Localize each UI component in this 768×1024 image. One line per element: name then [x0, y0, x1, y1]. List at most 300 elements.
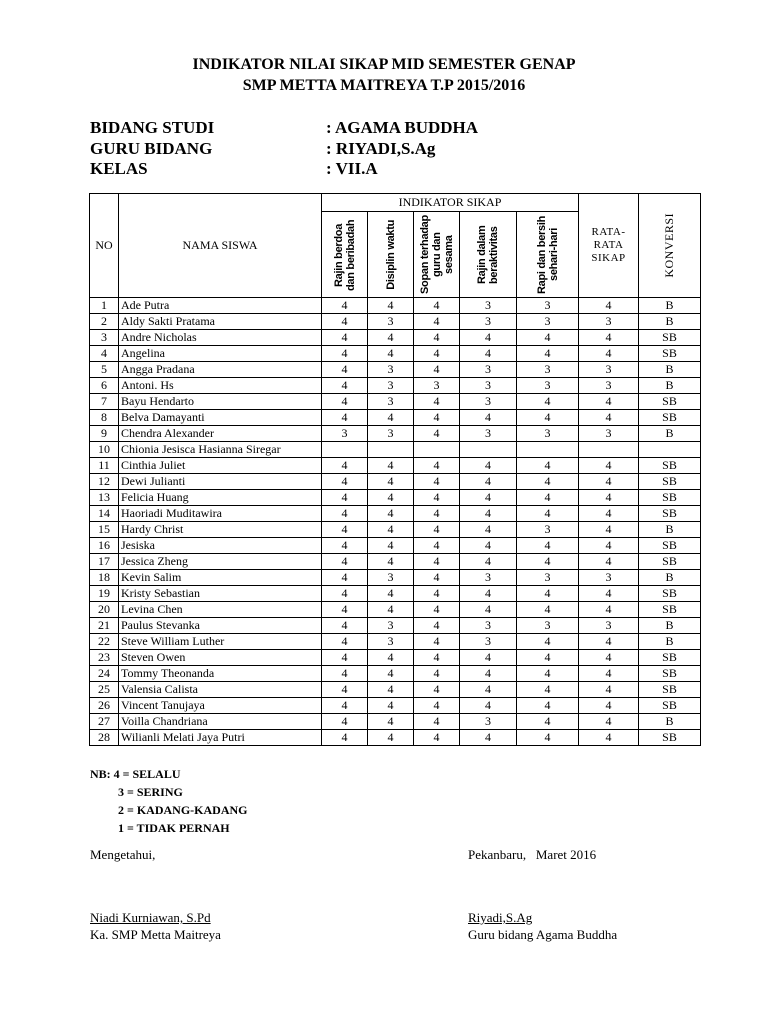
table-row	[90, 714, 701, 730]
score-konversi: SB	[639, 602, 701, 618]
score-rajin-berdoa: 4	[322, 714, 368, 730]
row-no: 21	[90, 618, 119, 634]
score-rapi-bersih: 4	[517, 410, 579, 426]
score-rapi-bersih: 4	[517, 506, 579, 522]
score-rapi-bersih: 4	[517, 650, 579, 666]
table-row	[90, 378, 701, 394]
student-name: Kevin Salim	[119, 570, 322, 586]
student-name: Kristy Sebastian	[119, 586, 322, 602]
score-rajin-berdoa: 4	[322, 458, 368, 474]
table-row	[90, 442, 701, 458]
score-rata-rata: 4	[579, 298, 639, 314]
score-konversi: SB	[639, 410, 701, 426]
score-disiplin-waktu: 4	[368, 410, 414, 426]
score-rata-rata: 4	[579, 474, 639, 490]
student-name: Angga Pradana	[119, 362, 322, 378]
score-sopan	[414, 442, 460, 458]
score-rajin-beraktivitas: 4	[460, 554, 517, 570]
score-rajin-beraktivitas: 3	[460, 394, 517, 410]
score-rajin-berdoa: 4	[322, 634, 368, 650]
score-konversi: B	[639, 570, 701, 586]
student-name: Bayu Hendarto	[119, 394, 322, 410]
score-rata-rata: 4	[579, 522, 639, 538]
score-konversi: SB	[639, 650, 701, 666]
row-no: 2	[90, 314, 119, 330]
score-rata-rata: 4	[579, 730, 639, 746]
score-sopan: 4	[414, 570, 460, 586]
score-rajin-beraktivitas: 4	[460, 490, 517, 506]
table-row	[90, 554, 701, 570]
score-rajin-beraktivitas: 4	[460, 602, 517, 618]
score-rajin-beraktivitas: 3	[460, 634, 517, 650]
score-sopan: 4	[414, 730, 460, 746]
score-rata-rata: 3	[579, 426, 639, 442]
score-disiplin-waktu: 4	[368, 650, 414, 666]
score-rajin-beraktivitas: 4	[460, 698, 517, 714]
score-konversi: SB	[639, 586, 701, 602]
score-disiplin-waktu: 4	[368, 698, 414, 714]
student-name: Haoriadi Muditawira	[119, 506, 322, 522]
score-rapi-bersih: 3	[517, 298, 579, 314]
table-row	[90, 666, 701, 682]
score-rapi-bersih: 4	[517, 346, 579, 362]
score-rata-rata: 4	[579, 698, 639, 714]
student-name: Voilla Chandriana	[119, 714, 322, 730]
student-name: Chionia Jesisca Hasianna Siregar	[119, 442, 322, 458]
score-rata-rata: 4	[579, 650, 639, 666]
student-name: Wilianli Melati Jaya Putri	[119, 730, 322, 746]
score-disiplin-waktu: 4	[368, 474, 414, 490]
score-sopan: 4	[414, 490, 460, 506]
table-row	[90, 618, 701, 634]
row-no: 7	[90, 394, 119, 410]
score-rata-rata: 4	[579, 506, 639, 522]
table-row	[90, 506, 701, 522]
table-row	[90, 394, 701, 410]
header-nama-siswa: NAMA SISWA	[119, 194, 322, 298]
score-rata-rata: 4	[579, 554, 639, 570]
student-name: Jesiska	[119, 538, 322, 554]
score-rapi-bersih: 4	[517, 602, 579, 618]
row-no: 6	[90, 378, 119, 394]
score-rajin-berdoa: 4	[322, 346, 368, 362]
score-rajin-beraktivitas: 3	[460, 714, 517, 730]
score-sopan: 4	[414, 714, 460, 730]
score-sopan: 4	[414, 602, 460, 618]
row-no: 12	[90, 474, 119, 490]
kelas-value: : VII.A	[326, 159, 378, 178]
document-title-line2: SMP METTA MAITREYA T.P 2015/2016	[242, 77, 526, 94]
score-konversi: SB	[639, 698, 701, 714]
student-name: Cinthia Juliet	[119, 458, 322, 474]
score-rajin-berdoa: 4	[322, 394, 368, 410]
student-name: Levina Chen	[119, 602, 322, 618]
score-sopan: 4	[414, 634, 460, 650]
score-rapi-bersih	[517, 442, 579, 458]
score-rapi-bersih: 4	[517, 682, 579, 698]
table-row	[90, 298, 701, 314]
score-rata-rata: 3	[579, 362, 639, 378]
student-name: Hardy Christ	[119, 522, 322, 538]
row-no: 16	[90, 538, 119, 554]
score-disiplin-waktu: 4	[368, 298, 414, 314]
score-sopan: 4	[414, 506, 460, 522]
row-no: 17	[90, 554, 119, 570]
table-row	[90, 570, 701, 586]
score-disiplin-waktu: 4	[368, 458, 414, 474]
student-name: Valensia Calista	[119, 682, 322, 698]
score-konversi: B	[639, 426, 701, 442]
score-rata-rata: 4	[579, 490, 639, 506]
row-no: 26	[90, 698, 119, 714]
score-sopan: 4	[414, 458, 460, 474]
place-date: Pekanbaru, Maret 2016	[468, 847, 597, 862]
score-sopan: 4	[414, 554, 460, 570]
score-rapi-bersih: 4	[517, 474, 579, 490]
header-indicator-4	[460, 212, 517, 298]
score-rapi-bersih: 4	[517, 490, 579, 506]
student-name: Angelina	[119, 346, 322, 362]
score-sopan: 4	[414, 410, 460, 426]
score-konversi: B	[639, 314, 701, 330]
table-row	[90, 602, 701, 618]
row-no: 14	[90, 506, 119, 522]
score-rajin-berdoa: 3	[322, 426, 368, 442]
score-rajin-berdoa: 4	[322, 506, 368, 522]
score-rajin-beraktivitas: 3	[460, 362, 517, 378]
score-rajin-berdoa: 4	[322, 730, 368, 746]
score-konversi: B	[639, 378, 701, 394]
document-title-line1: INDIKATOR NILAI SIKAP MID SEMESTER GENAP	[192, 56, 576, 73]
student-name: Belva Damayanti	[119, 410, 322, 426]
score-rajin-beraktivitas: 4	[460, 730, 517, 746]
score-rata-rata: 4	[579, 714, 639, 730]
score-rajin-berdoa: 4	[322, 618, 368, 634]
header-indicator-2	[368, 212, 414, 298]
score-rajin-berdoa: 4	[322, 602, 368, 618]
score-rata-rata: 4	[579, 346, 639, 362]
score-rapi-bersih: 4	[517, 730, 579, 746]
score-rata-rata: 3	[579, 314, 639, 330]
score-rajin-berdoa: 4	[322, 586, 368, 602]
score-rajin-berdoa: 4	[322, 490, 368, 506]
table-row	[90, 634, 701, 650]
row-no: 4	[90, 346, 119, 362]
row-no: 18	[90, 570, 119, 586]
score-rajin-berdoa: 4	[322, 410, 368, 426]
row-no: 22	[90, 634, 119, 650]
score-konversi: SB	[639, 490, 701, 506]
score-disiplin-waktu: 3	[368, 362, 414, 378]
score-disiplin-waktu: 3	[368, 378, 414, 394]
student-name: Dewi Julianti	[119, 474, 322, 490]
indicator-5-label: Rapi dan bersih sehari-hari	[535, 215, 560, 294]
score-rapi-bersih: 4	[517, 554, 579, 570]
score-disiplin-waktu: 4	[368, 554, 414, 570]
table-body	[90, 298, 701, 746]
table-row	[90, 586, 701, 602]
student-name: Paulus Stevanka	[119, 618, 322, 634]
student-name: Jessica Zheng	[119, 554, 322, 570]
student-name: Felicia Huang	[119, 490, 322, 506]
student-name: Chendra Alexander	[119, 426, 322, 442]
table-row	[90, 682, 701, 698]
score-konversi: SB	[639, 682, 701, 698]
score-rajin-beraktivitas: 4	[460, 474, 517, 490]
score-sopan: 4	[414, 522, 460, 538]
score-konversi: SB	[639, 554, 701, 570]
score-rajin-berdoa: 4	[322, 474, 368, 490]
score-rapi-bersih: 4	[517, 714, 579, 730]
row-no: 11	[90, 458, 119, 474]
score-disiplin-waktu: 3	[368, 426, 414, 442]
student-name: Steve William Luther	[119, 634, 322, 650]
score-konversi: SB	[639, 730, 701, 746]
kelas-label: KELAS	[90, 159, 148, 178]
score-rata-rata: 4	[579, 666, 639, 682]
score-disiplin-waktu: 3	[368, 314, 414, 330]
indicator-2-label: Disiplin waktu	[384, 219, 397, 290]
student-name: Steven Owen	[119, 650, 322, 666]
score-rapi-bersih: 4	[517, 330, 579, 346]
score-rata-rata: 3	[579, 618, 639, 634]
score-konversi: B	[639, 298, 701, 314]
score-disiplin-waktu: 4	[368, 586, 414, 602]
score-sopan: 4	[414, 698, 460, 714]
row-no: 3	[90, 330, 119, 346]
guru-bidang-value: : RIYADI,S.Ag	[326, 139, 436, 158]
score-konversi: SB	[639, 666, 701, 682]
bidang-studi-value: : AGAMA BUDDHA	[326, 118, 479, 137]
score-sopan: 4	[414, 346, 460, 362]
score-rajin-beraktivitas: 4	[460, 682, 517, 698]
row-no: 15	[90, 522, 119, 538]
table-row	[90, 426, 701, 442]
score-konversi: SB	[639, 474, 701, 490]
student-name: Vincent Tanujaya	[119, 698, 322, 714]
student-name: Antoni. Hs	[119, 378, 322, 394]
score-rajin-beraktivitas: 3	[460, 298, 517, 314]
score-rajin-beraktivitas: 4	[460, 346, 517, 362]
indicator-1-label: Rajin berdoa dan beribadah	[332, 218, 357, 291]
table-row	[90, 650, 701, 666]
grades-table	[89, 193, 701, 746]
score-disiplin-waktu: 4	[368, 714, 414, 730]
table-row	[90, 490, 701, 506]
score-disiplin-waktu: 4	[368, 346, 414, 362]
score-rapi-bersih: 3	[517, 314, 579, 330]
score-rajin-beraktivitas: 4	[460, 586, 517, 602]
score-rajin-beraktivitas: 4	[460, 410, 517, 426]
score-rata-rata: 3	[579, 378, 639, 394]
legend-line-2: 2 = KADANG-KADANG	[118, 803, 248, 817]
score-konversi: SB	[639, 458, 701, 474]
score-sopan: 4	[414, 538, 460, 554]
score-rajin-beraktivitas: 4	[460, 458, 517, 474]
score-rapi-bersih: 4	[517, 538, 579, 554]
table-row	[90, 522, 701, 538]
score-disiplin-waktu: 4	[368, 730, 414, 746]
row-no: 23	[90, 650, 119, 666]
table-row	[90, 330, 701, 346]
score-disiplin-waktu: 3	[368, 618, 414, 634]
row-no: 10	[90, 442, 119, 458]
table-row	[90, 362, 701, 378]
row-no: 5	[90, 362, 119, 378]
row-no: 1	[90, 298, 119, 314]
score-rajin-berdoa: 4	[322, 650, 368, 666]
score-rajin-beraktivitas	[460, 442, 517, 458]
score-disiplin-waktu: 4	[368, 506, 414, 522]
header-konversi	[639, 194, 701, 298]
score-konversi: SB	[639, 538, 701, 554]
score-konversi: SB	[639, 346, 701, 362]
header-rata-rata	[579, 194, 639, 298]
score-disiplin-waktu: 3	[368, 394, 414, 410]
table-row	[90, 730, 701, 746]
row-no: 13	[90, 490, 119, 506]
legend-line-3: 3 = SERING	[118, 785, 183, 799]
table-row	[90, 458, 701, 474]
student-name: Andre Nicholas	[119, 330, 322, 346]
header-indicator-5	[517, 212, 579, 298]
score-rapi-bersih: 3	[517, 618, 579, 634]
teacher-title: Guru bidang Agama Buddha	[468, 927, 618, 942]
score-rapi-bersih: 4	[517, 634, 579, 650]
score-rajin-berdoa: 4	[322, 298, 368, 314]
score-sopan: 4	[414, 426, 460, 442]
score-rata-rata: 4	[579, 602, 639, 618]
table-row	[90, 698, 701, 714]
score-rajin-beraktivitas: 4	[460, 330, 517, 346]
score-rajin-berdoa: 4	[322, 682, 368, 698]
score-konversi: SB	[639, 394, 701, 410]
score-sopan: 4	[414, 618, 460, 634]
score-rajin-berdoa: 4	[322, 378, 368, 394]
legend-line-1: 1 = TIDAK PERNAH	[118, 821, 230, 835]
bidang-studi-label: BIDANG STUDI	[90, 118, 215, 137]
row-no: 25	[90, 682, 119, 698]
score-rajin-beraktivitas: 4	[460, 666, 517, 682]
row-no: 8	[90, 410, 119, 426]
score-rajin-berdoa: 4	[322, 522, 368, 538]
student-name: Ade Putra	[119, 298, 322, 314]
score-rajin-berdoa: 4	[322, 330, 368, 346]
score-rajin-beraktivitas: 3	[460, 314, 517, 330]
table-row	[90, 474, 701, 490]
score-sopan: 4	[414, 666, 460, 682]
score-konversi	[639, 442, 701, 458]
score-rata-rata: 4	[579, 682, 639, 698]
score-konversi: B	[639, 618, 701, 634]
score-rata-rata	[579, 442, 639, 458]
score-sopan: 4	[414, 682, 460, 698]
score-disiplin-waktu: 3	[368, 634, 414, 650]
score-disiplin-waktu: 4	[368, 522, 414, 538]
score-sopan: 4	[414, 298, 460, 314]
row-no: 19	[90, 586, 119, 602]
score-sopan: 4	[414, 314, 460, 330]
table-row	[90, 410, 701, 426]
score-konversi: B	[639, 522, 701, 538]
principal-title: Ka. SMP Metta Maitreya	[90, 927, 221, 942]
score-sopan: 4	[414, 394, 460, 410]
header-indikator-sikap: INDIKATOR SIKAP	[322, 194, 579, 212]
score-rapi-bersih: 3	[517, 362, 579, 378]
score-disiplin-waktu: 4	[368, 666, 414, 682]
score-konversi: SB	[639, 506, 701, 522]
score-rata-rata: 4	[579, 458, 639, 474]
score-rapi-bersih: 4	[517, 698, 579, 714]
indicator-4-label: Rajin dalam beraktivitas	[476, 225, 500, 284]
teacher-name: Riyadi,S.Ag	[468, 910, 533, 925]
score-rata-rata: 3	[579, 570, 639, 586]
score-rata-rata: 4	[579, 586, 639, 602]
score-rapi-bersih: 4	[517, 458, 579, 474]
score-konversi: SB	[639, 330, 701, 346]
score-rata-rata: 4	[579, 330, 639, 346]
score-rajin-berdoa: 4	[322, 314, 368, 330]
guru-bidang-label: GURU BIDANG	[90, 139, 213, 158]
score-sopan: 4	[414, 650, 460, 666]
score-rajin-beraktivitas: 4	[460, 538, 517, 554]
score-rapi-bersih: 3	[517, 426, 579, 442]
row-no: 28	[90, 730, 119, 746]
table-row	[90, 314, 701, 330]
score-disiplin-waktu: 4	[368, 490, 414, 506]
legend-line-4: NB: 4 = SELALU	[90, 767, 181, 781]
score-rapi-bersih: 3	[517, 570, 579, 586]
score-rapi-bersih: 3	[517, 378, 579, 394]
score-rajin-berdoa: 4	[322, 666, 368, 682]
score-rajin-beraktivitas: 4	[460, 506, 517, 522]
score-rajin-berdoa: 4	[322, 570, 368, 586]
mengetahui-text: Mengetahui,	[90, 847, 156, 862]
header-no: NO	[90, 194, 119, 298]
score-sopan: 4	[414, 474, 460, 490]
score-rapi-bersih: 4	[517, 666, 579, 682]
score-sopan: 3	[414, 378, 460, 394]
score-sopan: 4	[414, 330, 460, 346]
score-rajin-berdoa	[322, 442, 368, 458]
score-sopan: 4	[414, 586, 460, 602]
score-konversi: B	[639, 362, 701, 378]
score-rapi-bersih: 3	[517, 522, 579, 538]
score-rapi-bersih: 4	[517, 394, 579, 410]
score-rata-rata: 4	[579, 634, 639, 650]
score-disiplin-waktu: 3	[368, 570, 414, 586]
score-rajin-beraktivitas: 3	[460, 378, 517, 394]
header-indicator-3	[414, 212, 460, 298]
score-rata-rata: 4	[579, 538, 639, 554]
score-disiplin-waktu: 4	[368, 330, 414, 346]
score-rajin-beraktivitas: 3	[460, 570, 517, 586]
score-rajin-beraktivitas: 4	[460, 650, 517, 666]
score-disiplin-waktu: 4	[368, 682, 414, 698]
table-row	[90, 346, 701, 362]
header-indicator-1	[322, 212, 368, 298]
table-row	[90, 538, 701, 554]
score-konversi: B	[639, 714, 701, 730]
score-konversi: B	[639, 634, 701, 650]
row-no: 27	[90, 714, 119, 730]
score-rata-rata: 4	[579, 394, 639, 410]
student-name: Aldy Sakti Pratama	[119, 314, 322, 330]
score-rajin-beraktivitas: 4	[460, 522, 517, 538]
score-rajin-beraktivitas: 3	[460, 618, 517, 634]
row-no: 20	[90, 602, 119, 618]
student-name: Tommy Theonanda	[119, 666, 322, 682]
